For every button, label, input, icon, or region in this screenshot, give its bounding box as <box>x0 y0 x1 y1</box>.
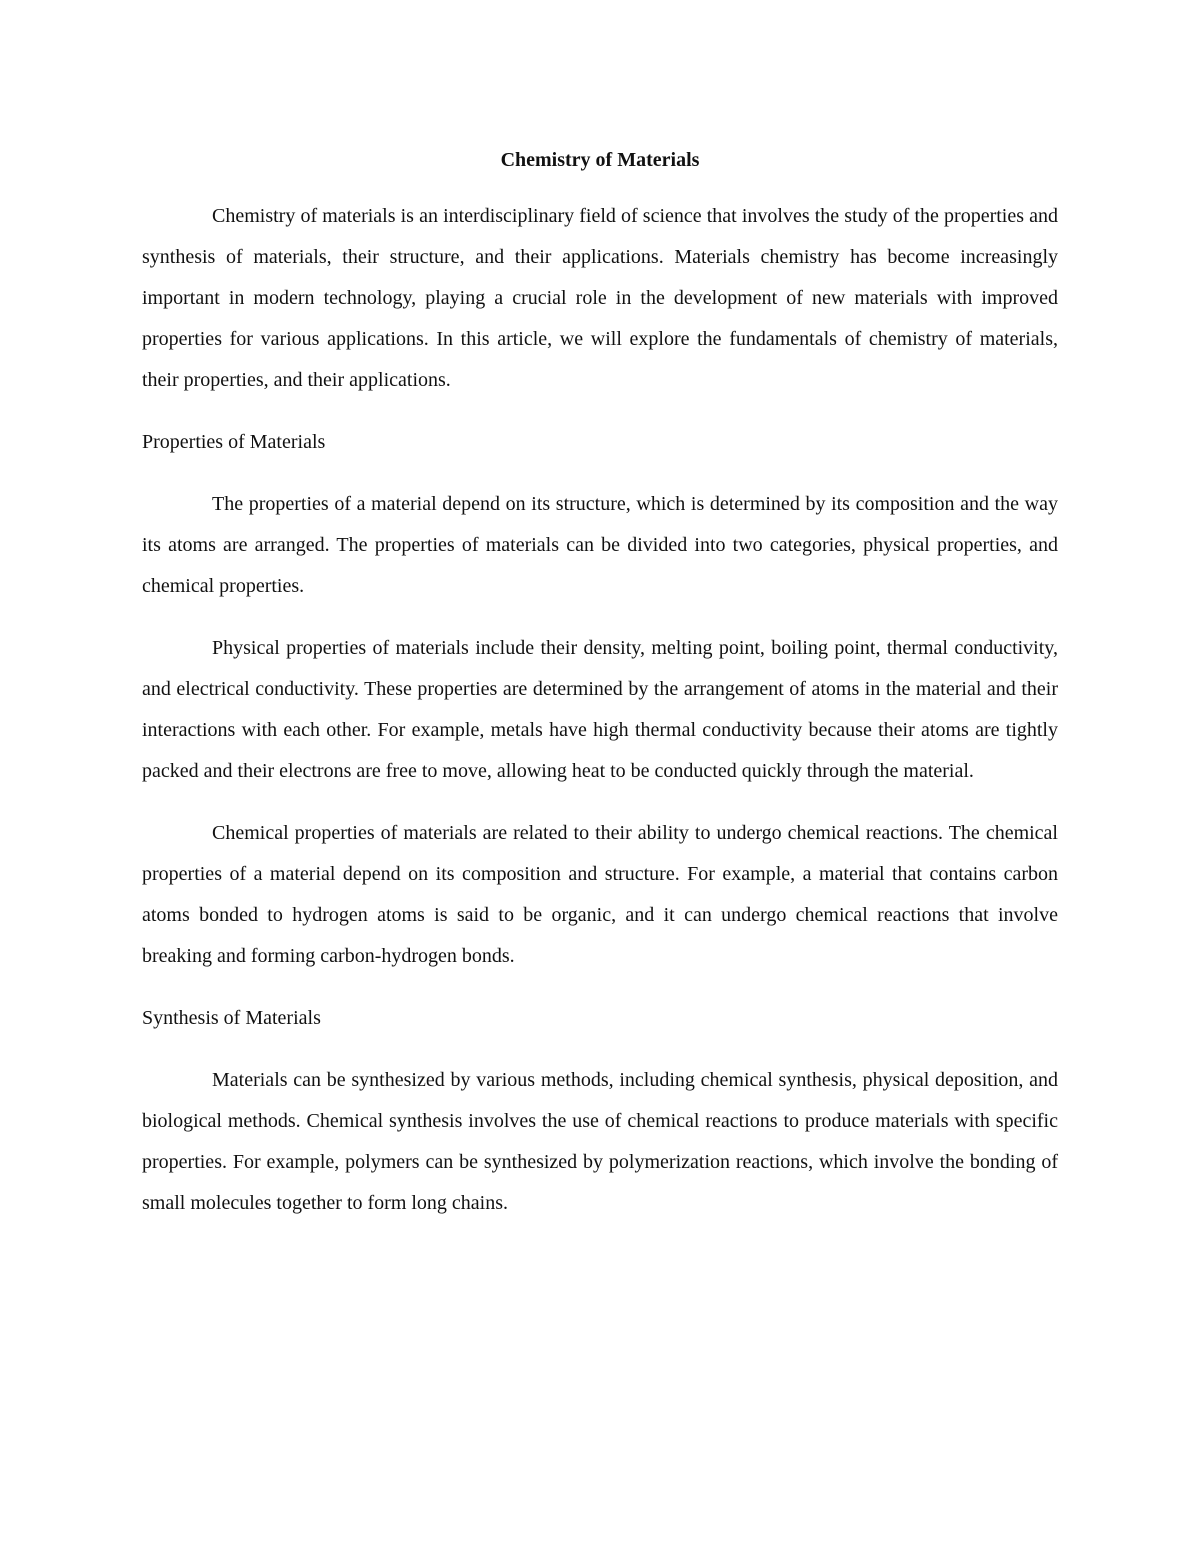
paragraph-chemical-properties: Chemical properties of materials are related to their ability to undergo chemical reactions. The chemical properties of a material depend on its composition and structure. For example, a material that contains carbon atoms bonded to hydrogen atoms is said to be organic, and it can undergo chemical reactions that involve breaking and forming carbon-hydrogen bonds. <box>142 822 1058 967</box>
paragraph-properties-overview: The properties of a material depend on its structure, which is determined by its composition and the way its atoms are arranged. The properties of materials can be divided into two categories, physical properties, and chemical properties. <box>142 493 1058 597</box>
paragraph-synthesis-methods: Materials can be synthesized by various methods, including chemical synthesis, physical deposition, and biological methods. Chemical synthesis involves the use of chemical reactions to produce materials with specific properties. For example, polymers can be synthesized by polymerization reactions, which involve the bonding of small molecules together to form long chains. <box>142 1069 1058 1214</box>
section-heading-properties: Properties of Materials <box>142 431 326 453</box>
document-title: Chemistry of Materials <box>500 149 700 171</box>
section-heading-synthesis: Synthesis of Materials <box>142 1007 321 1029</box>
section-synthesis <box>142 998 1058 1224</box>
paragraph-physical-properties: Physical properties of materials include their density, melting point, boiling point, thermal conductivity, and electrical conductivity. These properties are determined by the arrangement of atoms in the material and their interactions with each other. For example, metals have high thermal conductivity because their atoms are tightly packed and their electrons are free to move, allowing heat to be conducted quickly through the material. <box>142 637 1058 782</box>
intro-paragraph: Chemistry of materials is an interdisciplinary field of science that involves the study of the properties and synthesis of materials, their structure, and their applications. Materials chemistry has become increasingly important in modern technology, playing a crucial role in the development of new materials with improved properties for various applications. In this article, we will explore the fundamentals of chemistry of materials, their properties, and their applications. <box>142 205 1058 391</box>
section-properties <box>142 422 1058 977</box>
